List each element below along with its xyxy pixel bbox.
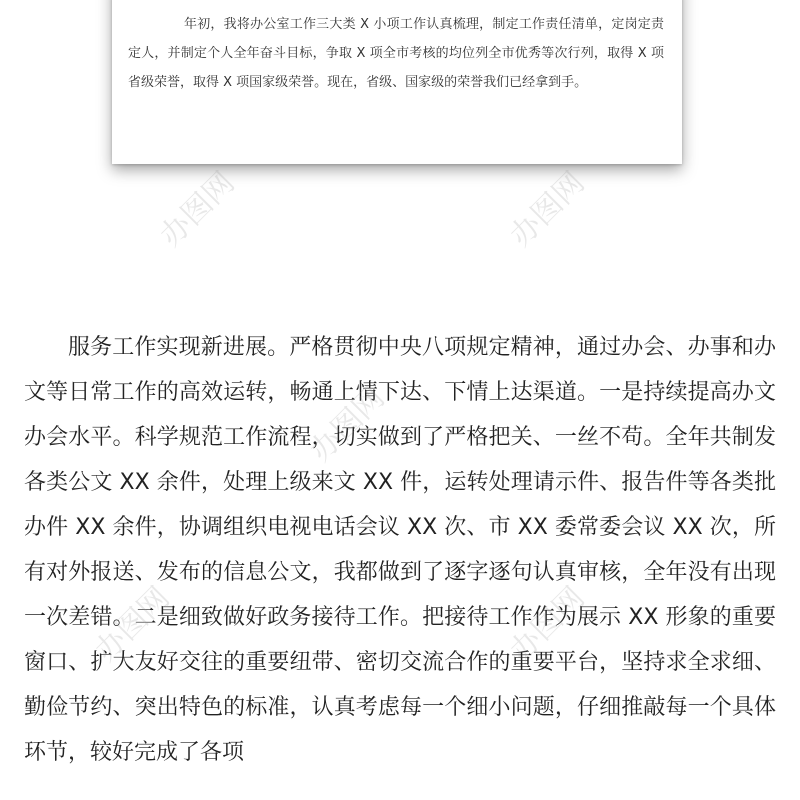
card-paragraph: 年初，我将办公室工作三大类 X 小项工作认真梳理，制定工作责任清单，定岗定责定人，并制定个人全年奋斗目标，争取 X 项全市考核的均位列全市优秀等次行列，取得 X 项省级荣誉，取得 X 项国家级荣誉。现在，省级、国家级的荣誉我们已经拿到手。 (128, 17, 664, 90)
body-paragraph: 服务工作实现新进展。严格贯彻中央八项规定精神，通过办会、办事和办文等日常工作的高效运转，畅通上情下达、下情上达渠道。一是持续提高办文办会水平。科学规范工作流程，切实做到了严格把关、一丝不苟。全年共制发各类公文 XX 余件，处理上级来文 XX 件，运转处理请示件、报告件等各类批办件 XX 余件，协调组织电视电话会议 XX 次、市 XX 委常委会议 XX 次，所有对外报送、发布的信息公文，我都做到了逐字逐句认真审核，全年没有出现一次差错。二是细致做好政务接待工作。把接待工作作为展示 XX 形象的重要窗口、扩大友好交往的重要纽带、密切交流合作的重要平台，坚持求全求细、勤俭节约、突出特色的标准，认真考虑每一个细小问题，仔细推敲每一个具体环节，较好完成了各项 (24, 335, 776, 765)
watermark-text: 办图网 (503, 165, 592, 254)
watermark-text: 办图网 (153, 165, 242, 254)
watermark-text: 办图网 (303, 380, 392, 469)
watermark-text: 办图网 (503, 580, 592, 669)
summary-card (112, 0, 682, 164)
watermark-text: 办图网 (88, 580, 177, 669)
